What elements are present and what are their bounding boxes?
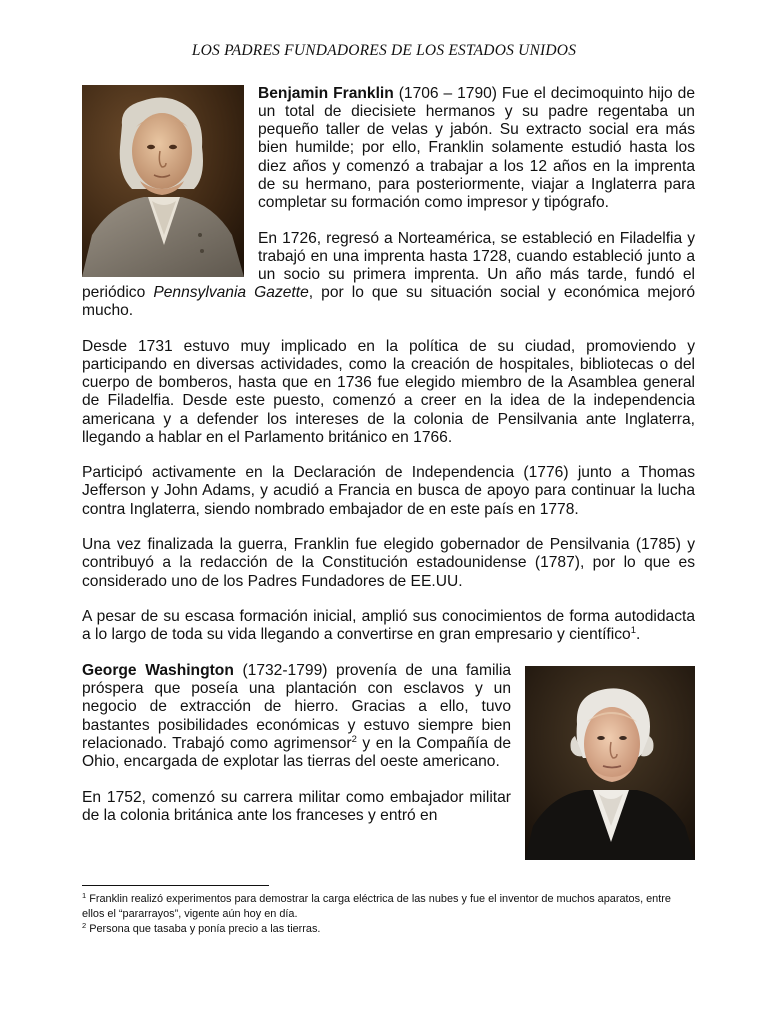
footnotes <box>82 892 695 937</box>
franklin-paragraph-6: A pesar de su escasa formación inicial, amplió sus conocimientos de forma autodidacta a lo largo de toda su vida llegando a convertirse en gran empresario y científico$^1$. <box>82 608 695 644</box>
franklin-portrait <box>82 85 244 277</box>
footnote-2: $^2$ Persona que tasaba y ponía precio a las tierras. <box>82 921 321 935</box>
washington-portrait <box>525 666 695 860</box>
page-title: LOS PADRES FUNDADORES DE LOS ESTADOS UNIDOS <box>191 42 577 59</box>
franklin-paragraph-2: En 1726, regresó a Norteamérica, se estableció en Filadelfia y trabajó en una imprenta hasta 1728, cuando estableció junto a un socio su primera imprenta. Un año más tarde, fundó el periódico Pennsylvania Gazette, por lo que su situación social y económica mejoró mucho. <box>82 229 695 320</box>
footnote-ref-2[interactable]: 2 <box>351 733 357 745</box>
franklin-paragraph-1: Benjamin Franklin (1706 – 1790) Fue el decimoquinto hijo de un total de diecisiete hermanos y su padre regentaba un pequeño taller de velas y jabón. Su extracto social era más bien humilde; por ello, Franklin solamente estudió hasta los diez años y comenzó a trabajar a los 12 años en la imprenta de su hermano, para posteriormente, viajar a Inglaterra para completar su formación como impresor y tipógrafo. <box>258 85 695 211</box>
washington-name: George Washington <box>82 662 234 680</box>
footnote-ref-1[interactable]: 1 <box>630 625 636 637</box>
main-text <box>82 85 695 864</box>
newspaper-title: Pennsylvania Gazette <box>153 284 309 302</box>
franklin-paragraph-4: Participó activamente en la Declaración de Independencia (1776) junto a Thomas Jefferson y John Adams, y acudió a Francia en busca de apoyo para continuar la lucha contra Inglaterra, siendo nombrado embajador de en este país en 1778. <box>82 464 695 518</box>
footnote-1: $^1$ Franklin realizó experimentos para demostrar la carga eléctrica de las nubes y fue el inventor de muchos aparatos, entre ellos el “pararrayos”, vigente aún hoy en día. <box>82 891 671 920</box>
franklin-name: Benjamin Franklin <box>258 85 394 102</box>
franklin-paragraph-5: Una vez finalizada la guerra, Franklin fue elegido gobernador de Pensilvania (1785) y contribuyó a la redacción de la Constitución estadounidense (1787), por lo que es considerado uno de los Padres Fundadores de EE.UU. <box>82 536 695 590</box>
washington-paragraph-2: En 1752, comenzó su carrera militar como embajador militar de la colonia británica ante los franceses y entró en <box>82 788 511 824</box>
franklin-paragraph-3: Desde 1731 estuvo muy implicado en la política de su ciudad, promoviendo y participando en diversas actividades, como la creación de hospitales, bibliotecas o del cuerpo de bomberos, hasta que en 1736 fue elegido miembro de la Asamblea general de Filadelfia. Desde este puesto, comenzó a creer en la idea de la independencia americana y a defender los intereses de la colonia de Pensilvania ante Inglaterra, llegando a hablar en el Parlamento británico en 1766. <box>82 337 695 446</box>
footnote-divider <box>82 885 269 886</box>
washington-paragraph-1: George Washington (1732-1799) provenía de una familia próspera que poseía una plantación con esclavos y un negocio de extracción de hierro. Gracias a ello, tuvo bastantes posibilidades económicas y estuvo siempre bien relacionado. Trabajó como agrimensor$^2$ y en la Compañía de Ohio, encargada de explotar las tierras del oeste americano. <box>82 662 512 770</box>
